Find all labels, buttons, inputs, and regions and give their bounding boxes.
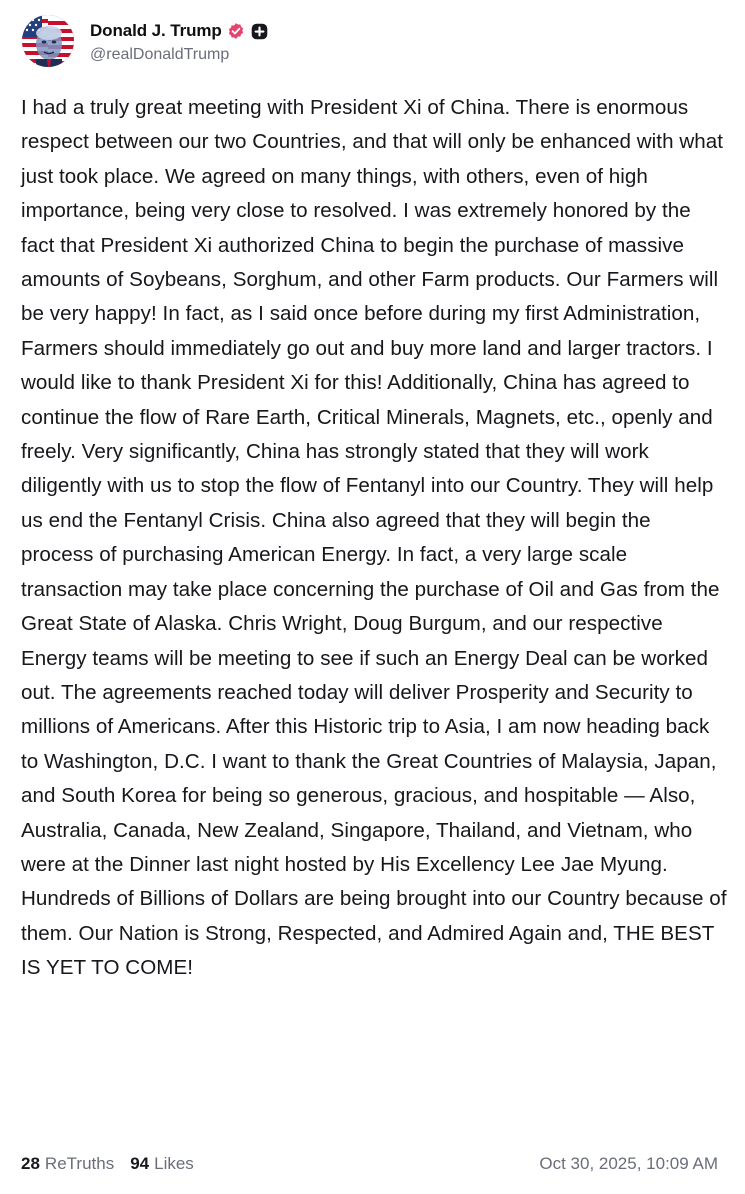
likes-label: Likes [154,1154,194,1173]
post-timestamp[interactable]: Oct 30, 2025, 10:09 AM [539,1154,718,1173]
post-text: I had a truly great meeting with President Xi of China. There is enormous respect between our two Countries, and that will only be enhanced with what just took place. We agreed on many things, with others, even of high importance, being very close to resolved. I was extremely honored by the fact that President Xi authorized China to begin the purchase of massive amounts of Soybeans, Sorghum, and other Farm products. Our Farmers will be very happy! In fact, as I said once before during my first Administration, Farmers should immediately go out and buy more land and larger tractors. I would like to thank President Xi for this! Additionally, China has agreed to continue the flow of Rare Earth, Critical Minerals, Magnets, etc., openly and freely. Very significantly, China has strongly stated that they will work diligently with us to stop the flow of Fentanyl into our Country. They will help us end the Fentanyl Crisis. China also agreed that they will begin the process of purchasing American Energy. In fact, a very large scale transaction may take place concerning the purchase of Oil and Gas from the Great State of Alaska. Chris Wright, Doug Burgum, and our respective Energy teams will be meeting to see if such an Energy Deal can be worked out. The agreements reached today will deliver Prosperity and Security to millions of Americans. After this Historic trip to Asia, I am now heading back to Washington, D.C. I want to thank the Great Countries of Malaysia, Japan, and South Korea for being so generous, gracious, and hospitable — Also, Australia, Canada, New Zealand, Singapore, Thailand, and Vietnam, who were at the Dinner last night hosted by His Excellency Lee Jae Myung. Hundreds of Billions of Dollars are being brought into our Country because of them. Our Nation is Strong, Respected, and Admired Again and, THE BEST IS YET TO COME! [21,96,733,980]
verified-badge-icon [227,22,245,40]
engagement-stats [21,1154,210,1174]
author-handle[interactable]: @realDonaldTrump [90,46,230,63]
author-names [90,18,268,64]
likes-stat[interactable] [130,1154,194,1174]
name-row [90,18,268,44]
portrait-flag-avatar-icon [22,15,74,67]
author-display-name[interactable]: Donald J. Trump [90,21,222,40]
post-footer [21,1150,718,1178]
retruths-count: 28 [21,1154,40,1173]
likes-count: 94 [130,1154,150,1173]
avatar[interactable] [22,15,74,67]
retruths-label: ReTruths [44,1154,115,1173]
plus-badge-icon [251,23,268,40]
retruths-stat[interactable] [21,1154,114,1174]
post-header [22,14,268,68]
